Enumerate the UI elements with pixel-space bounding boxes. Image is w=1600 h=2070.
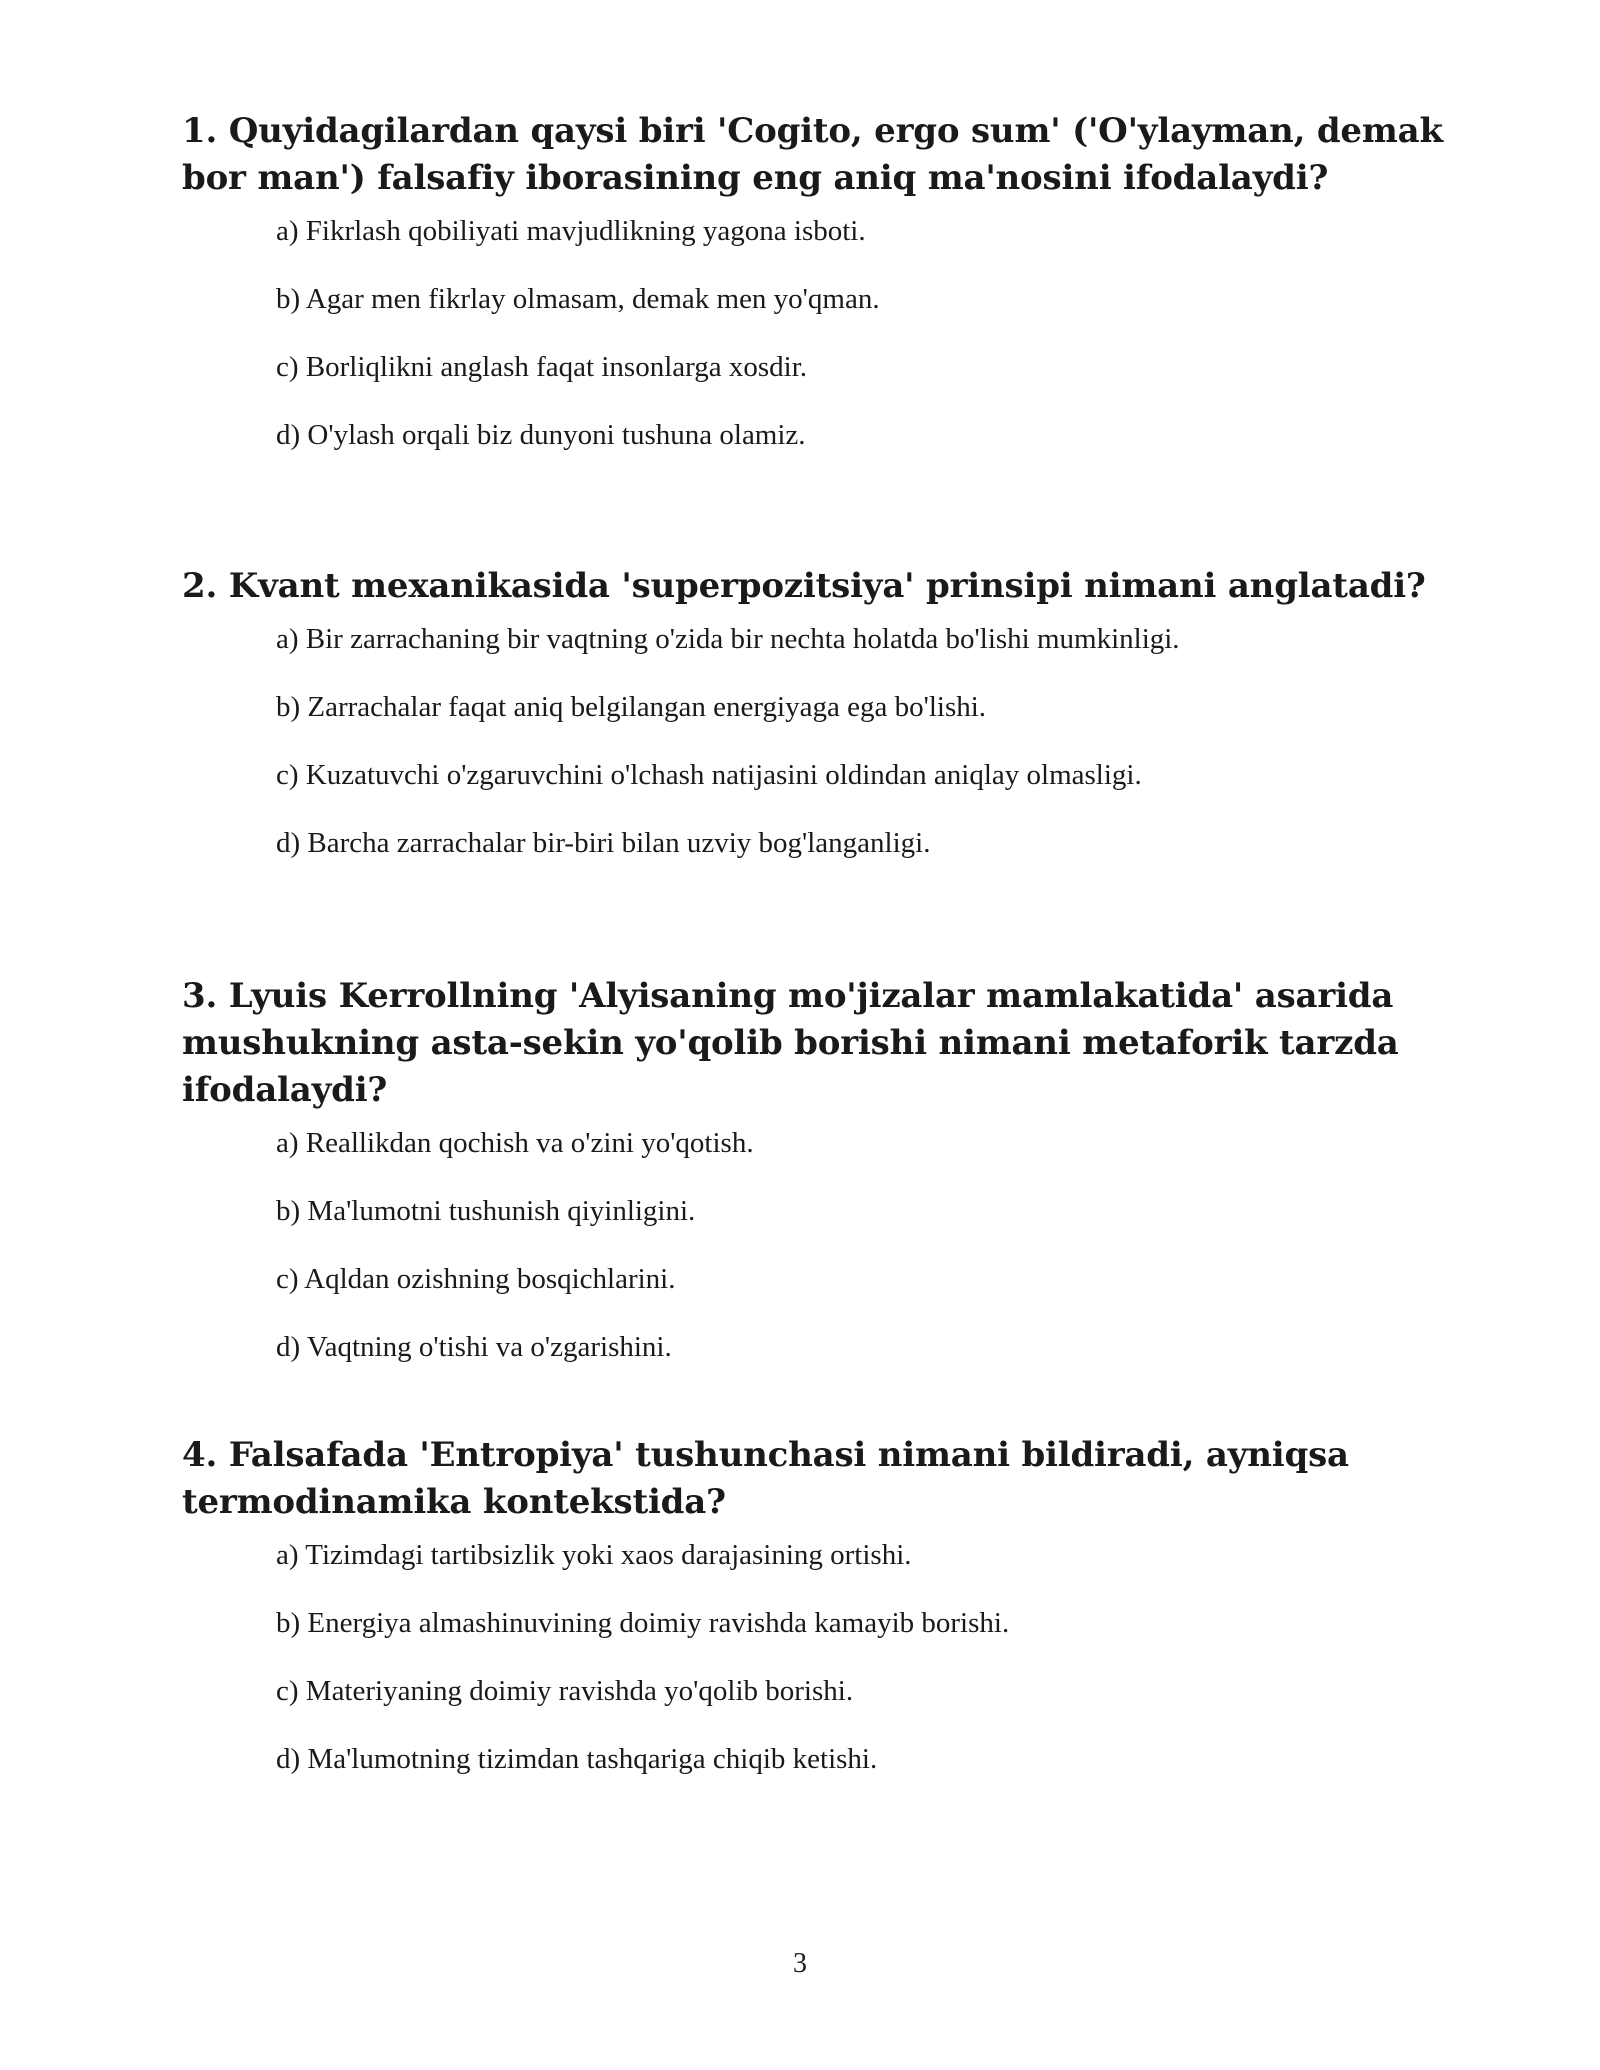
answer-options <box>182 1126 1472 1364</box>
answer-option-a: a) Bir zarrachaning bir vaqtning o'zida bir nechta holatda bo'lishi mumkinligi. <box>276 623 1180 655</box>
answer-option-a: a) Tizimdagi tartibsizlik yoki xaos darajasining ortishi. <box>276 1539 912 1571</box>
answer-option-c: c) Materiyaning doimiy ravishda yo'qolib borishi. <box>276 1675 854 1707</box>
answer-options <box>182 1538 1472 1776</box>
answer-option-d: d) Barcha zarrachalar bir-biri bilan uzviy bog'langanligi. <box>276 827 931 859</box>
page-number: 3 <box>793 1948 807 1979</box>
question-3 <box>182 973 1472 1398</box>
answer-option-a: a) Fikrlash qobiliyati mavjudlikning yagona isboti. <box>276 215 866 247</box>
answer-option-b: b) Agar men fikrlay olmasam, demak men yo'qman. <box>276 283 880 315</box>
answer-option-a: a) Reallikdan qochish va o'zini yo'qotish. <box>276 1127 754 1159</box>
answer-option-b: b) Ma'lumotni tushunish qiyinligini. <box>276 1195 696 1227</box>
answer-option-d: d) Vaqtning o'tishi va o'zgarishini. <box>276 1331 672 1363</box>
answer-option-c: c) Borliqlikni anglash faqat insonlarga xosdir. <box>276 351 808 383</box>
answer-option-c: c) Kuzatuvchi o'zgaruvchini o'lchash natijasini oldindan aniqlay olmasligi. <box>276 759 1142 791</box>
question-text: 4. Falsafada 'Entropiya' tushunchasi nimani bildiradi, ayniqsa termodinamika kontekstida? <box>182 1435 1349 1522</box>
answer-options <box>182 214 1472 452</box>
question-text: 2. Kvant mexanikasida 'superpozitsiya' prinsipi nimani anglatadi? <box>182 566 1426 606</box>
question-text: 1. Quyidagilardan qaysi biri 'Cogito, ergo sum' ('O'ylayman, demak bor man') falsafiy iborasining eng aniq ma'nosini ifodalaydi? <box>182 111 1443 198</box>
answer-option-d: d) O'ylash orqali biz dunyoni tushuna olamiz. <box>276 419 806 451</box>
answer-option-b: b) Energiya almashinuvining doimiy ravishda kamayib borishi. <box>276 1607 1010 1639</box>
answer-option-d: d) Ma'lumotning tizimdan tashqariga chiqib ketishi. <box>276 1743 878 1775</box>
answer-options <box>182 622 1472 860</box>
question-1 <box>182 108 1472 486</box>
question-text: 3. Lyuis Kerrollning 'Alyisaning mo'jizalar mamlakatida' asarida mushukning asta-sekin yo'qolib borishi nimani metaforik tarzda ifodalaydi? <box>182 976 1399 1110</box>
question-2 <box>182 563 1472 894</box>
question-4 <box>182 1432 1472 1810</box>
answer-option-c: c) Aqldan ozishning bosqichlarini. <box>276 1263 676 1295</box>
answer-option-b: b) Zarrachalar faqat aniq belgilangan energiyaga ega bo'lishi. <box>276 691 987 723</box>
